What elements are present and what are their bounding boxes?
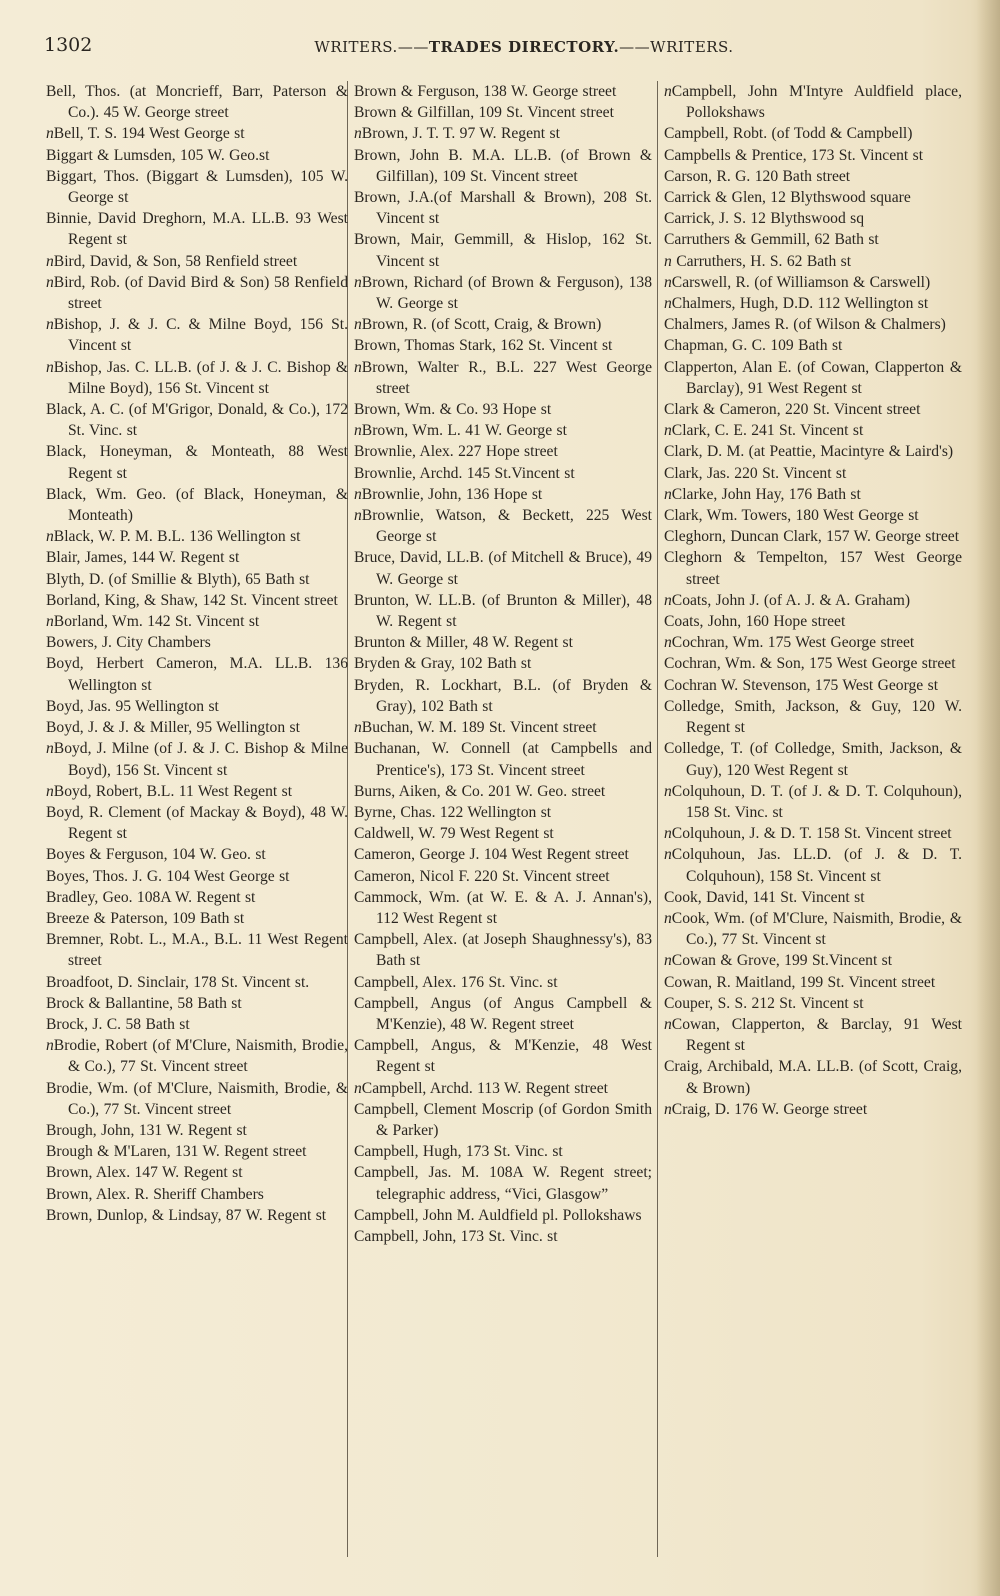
directory-entry: Brock & Ballantine, 58 Bath st: [46, 994, 242, 1012]
directory-entry: nBrownlie, Watson, & Beckett, 225 West George st: [354, 507, 652, 546]
entry-marker: n: [354, 719, 362, 737]
entry-marker: n: [664, 1015, 672, 1033]
directory-entry: Caldwell, W. 79 West Regent st: [354, 825, 554, 843]
entry-marker: n: [664, 782, 672, 800]
directory-entry: nBlack, W. P. M. B.L. 136 Wellington st: [46, 528, 301, 546]
entry-marker: n: [664, 591, 672, 609]
directory-entry: Black, Honeyman, & Monteath, 88 West Regent st: [46, 443, 348, 482]
directory-entry: Campbell, John M. Auldfield pl. Pollokshaws: [354, 1206, 642, 1224]
directory-entry: nBird, Rob. (of David Bird & Son) 58 Renfield street: [46, 273, 348, 313]
directory-entry: nBrown, Walter R., B.L. 227 West George street: [354, 358, 652, 397]
directory-entry: nBrown, Wm. L. 41 W. George st: [354, 422, 567, 440]
directory-entry: nBishop, J. & J. C. & Milne Boyd, 156 St. Vincent st: [46, 316, 348, 355]
column-1: [46, 81, 348, 1226]
directory-entry: Clark, Jas. 220 St. Vincent st: [664, 464, 847, 482]
directory-entry: Campbell, Clement Moscrip (of Gordon Smith & Parker): [354, 1100, 652, 1139]
directory-entry: Carrick, J. S. 12 Blythswood sq: [664, 210, 865, 228]
entry-marker: n: [664, 273, 672, 291]
column-2: [354, 81, 652, 1247]
directory-entry: Cochran, Wm. & Son, 175 West George street: [664, 655, 956, 673]
directory-entry: Campbell, Alex. (at Joseph Shaughnessy's), 83 Bath st: [354, 931, 652, 970]
entry-marker: n: [354, 125, 362, 143]
entry-marker: n: [354, 485, 362, 503]
directory-entry: Colledge, Smith, Jackson, & Guy, 120 W. Regent st: [664, 697, 962, 737]
entry-marker: n: [46, 1037, 54, 1055]
directory-entry: Bell, Thos. (at Moncrieff, Barr, Paterson & Co.). 45 W. George street: [46, 83, 348, 122]
entry-marker: n: [664, 295, 672, 313]
directory-entry: Bowers, J. City Chambers: [46, 634, 211, 652]
entry-marker: n: [354, 422, 362, 440]
entry-marker: n: [46, 316, 54, 334]
directory-entry: nBrownlie, John, 136 Hope st: [354, 485, 543, 503]
directory-entry: Biggart, Thos. (Biggart & Lumsden), 105 W. George st: [46, 167, 348, 207]
entry-marker: n: [46, 613, 54, 631]
directory-entry: Brown, Wm. & Co. 93 Hope st: [354, 401, 552, 419]
heading-dash-left: ——: [397, 38, 429, 56]
entry-marker: n: [354, 358, 362, 376]
entry-marker: n: [46, 782, 54, 800]
directory-entry: Campbell, Jas. M. 108A W. Regent street; telegraphic address, “Vici, Glasgow”: [354, 1164, 652, 1203]
right-heading: WRITERS.: [650, 38, 734, 56]
directory-entry: Campbell, Robt. (of Todd & Campbell): [664, 125, 913, 143]
center-heading: TRADES DIRECTORY.: [428, 38, 620, 56]
directory-entry: nColquhoun, Jas. LL.D. (of J. & D. T. Colquhoun), 158 St. Vincent st: [664, 846, 962, 885]
directory-entry: Brunton & Miller, 48 W. Regent st: [354, 634, 573, 652]
directory-entry: Clark & Cameron, 220 St. Vincent street: [664, 401, 921, 419]
directory-entry: nColquhoun, D. T. (of J. & D. T. Colquhoun), 158 St. Vinc. st: [664, 782, 962, 821]
directory-entry: Cleghorn & Tempelton, 157 West George street: [664, 549, 962, 588]
entry-marker: n: [664, 952, 672, 970]
directory-entry: Clapperton, Alan E. (of Cowan, Clapperton & Barclay), 91 West Regent st: [664, 358, 962, 397]
directory-entry: Cleghorn, Duncan Clark, 157 W. George street: [664, 528, 960, 546]
entry-marker: n: [46, 252, 54, 270]
directory-entry: nBell, T. S. 194 West George st: [46, 125, 245, 143]
heading-dash-right: ——: [619, 38, 651, 56]
directory-entry: nBrown, Richard (of Brown & Ferguson), 138 W. George st: [354, 273, 652, 313]
column-rule-2: [657, 81, 658, 1557]
directory-entry: nClark, C. E. 241 St. Vincent st: [664, 422, 864, 440]
directory-entry: Cameron, Nicol F. 220 St. Vincent street: [354, 867, 610, 885]
directory-entry: Carruthers & Gemmill, 62 Bath st: [664, 231, 879, 249]
directory-entry: Boyes & Ferguson, 104 W. Geo. st: [46, 846, 266, 864]
directory-entry: Brock, J. C. 58 Bath st: [46, 1015, 190, 1033]
directory-entry: Brown & Gilfillan, 109 St. Vincent street: [354, 104, 614, 122]
directory-entry: nCowan & Grove, 199 St.Vincent st: [664, 952, 893, 970]
directory-entry: nBird, David, & Son, 58 Renfield street: [46, 252, 298, 270]
directory-entry: nColquhoun, J. & D. T. 158 St. Vincent street: [664, 825, 952, 843]
directory-entry: nBuchan, W. M. 189 St. Vincent street: [354, 719, 597, 737]
directory-entry: Blair, James, 144 W. Regent st: [46, 549, 240, 567]
directory-entry: Chapman, G. C. 109 Bath st: [664, 337, 843, 355]
directory-entry: nChalmers, Hugh, D.D. 112 Wellington st: [664, 295, 929, 313]
entry-marker: n: [46, 740, 54, 758]
directory-entry: Brown, Dunlop, & Lindsay, 87 W. Regent st: [46, 1206, 327, 1224]
directory-entry: Chalmers, James R. (of Wilson & Chalmers): [664, 316, 946, 334]
directory-entry: Bryden & Gray, 102 Bath st: [354, 655, 532, 673]
entry-marker: n: [354, 507, 362, 525]
directory-entry: Cowan, R. Maitland, 199 St. Vincent street: [664, 973, 936, 991]
directory-entry: Bryden, R. Lockhart, B.L. (of Bryden & Gray), 102 Bath st: [354, 676, 652, 715]
directory-entry: Brough & M'Laren, 131 W. Regent street: [46, 1143, 307, 1161]
page-number: 1302: [44, 34, 93, 56]
directory-entry: Boyd, R. Clement (of Mackay & Boyd), 48 W. Regent st: [46, 803, 348, 843]
directory-entry: Brown, Alex. 147 W. Regent st: [46, 1164, 243, 1182]
directory-entry: Cammock, Wm. (at W. E. & A. J. Annan's), 112 West Regent st: [354, 888, 652, 927]
directory-entry: n Carruthers, H. S. 62 Bath st: [664, 252, 852, 270]
entry-marker: n: [354, 273, 362, 291]
entry-marker: n: [46, 273, 54, 291]
entry-marker: n: [664, 252, 672, 270]
directory-entry: nCoats, John J. (of A. J. & A. Graham): [664, 591, 911, 609]
directory-entry: Brown, Mair, Gemmill, & Hislop, 162 St. Vincent st: [354, 231, 652, 270]
directory-entry: Brough, John, 131 W. Regent st: [46, 1121, 247, 1139]
directory-entry: Colledge, T. (of Colledge, Smith, Jackson, & Guy), 120 West Regent st: [664, 740, 962, 779]
directory-entry: Broadfoot, D. Sinclair, 178 St. Vincent st.: [46, 973, 310, 991]
entry-marker: n: [664, 846, 672, 864]
directory-entry: nClarke, John Hay, 176 Bath st: [664, 485, 861, 503]
directory-entry: nBrodie, Robert (of M'Clure, Naismith, Brodie, & Co.), 77 St. Vincent street: [46, 1037, 348, 1076]
entry-marker: n: [664, 422, 672, 440]
directory-entry: Brown, Alex. R. Sheriff Chambers: [46, 1185, 264, 1203]
directory-entry: Black, A. C. (of M'Grigor, Donald, & Co.), 172 St. Vinc. st: [46, 401, 348, 440]
directory-entry: Boyd, J. & J. & Miller, 95 Wellington st: [46, 719, 300, 737]
entry-marker: n: [664, 634, 672, 652]
entry-marker: n: [46, 528, 54, 546]
directory-entry: nCarswell, R. (of Williamson & Carswell): [664, 273, 931, 291]
directory-entry: Burns, Aiken, & Co. 201 W. Geo. street: [354, 782, 606, 800]
directory-entry: Brown, John B. M.A. LL.B. (of Brown & Gilfillan), 109 St. Vincent street: [354, 146, 652, 185]
directory-entry: Carson, R. G. 120 Bath street: [664, 167, 851, 185]
entry-marker: n: [664, 1100, 672, 1118]
running-title: [234, 38, 814, 56]
directory-entry: Campbell, Angus, & M'Kenzie, 48 West Regent st: [354, 1037, 652, 1076]
directory-entry: Campbells & Prentice, 173 St. Vincent st: [664, 146, 924, 164]
directory-entry: Brodie, Wm. (of M'Clure, Naismith, Brodie, & Co.), 77 St. Vincent street: [46, 1079, 348, 1118]
directory-entry: Campbell, Alex. 176 St. Vinc. st: [354, 973, 558, 991]
directory-entry: Clark, Wm. Towers, 180 West George st: [664, 507, 919, 525]
left-heading: WRITERS.: [314, 38, 398, 56]
directory-entry: nBorland, Wm. 142 St. Vincent st: [46, 613, 260, 631]
directory-entry: Black, Wm. Geo. (of Black, Honeyman, & Monteath): [46, 485, 348, 525]
entry-marker: n: [46, 125, 54, 143]
column-3: [664, 81, 962, 1120]
entry-marker: n: [664, 83, 672, 100]
directory-entry: Brown, J.A.(of Marshall & Brown), 208 St. Vincent st: [354, 189, 652, 228]
directory-entry: Brown, Thomas Stark, 162 St. Vincent st: [354, 337, 613, 355]
entry-marker: n: [664, 485, 672, 503]
directory-entry: nCook, Wm. (of M'Clure, Naismith, Brodie, & Co.), 77 St. Vincent st: [664, 909, 962, 949]
directory-entry: Brunton, W. LL.B. (of Brunton & Miller), 48 W. Regent st: [354, 591, 652, 631]
directory-entry: Biggart & Lumsden, 105 W. Geo.st: [46, 146, 270, 164]
directory-entry: Cameron, George J. 104 West Regent street: [354, 846, 629, 864]
directory-entry: Craig, Archibald, M.A. LL.B. (of Scott, Craig, & Brown): [664, 1058, 962, 1097]
directory-entry: nBrown, R. (of Scott, Craig, & Brown): [354, 316, 602, 334]
directory-entry: Coats, John, 160 Hope street: [664, 613, 846, 631]
entry-marker: n: [354, 316, 362, 334]
directory-entry: Bradley, Geo. 108A W. Regent st: [46, 888, 256, 906]
directory-entry: Byrne, Chas. 122 Wellington st: [354, 803, 552, 821]
directory-entry: Couper, S. S. 212 St. Vincent st: [664, 994, 864, 1012]
directory-entry: Boyd, Herbert Cameron, M.A. LL.B. 136 Wellington st: [46, 655, 348, 694]
directory-entry: Bruce, David, LL.B. (of Mitchell & Bruce), 49 W. George st: [354, 549, 652, 588]
directory-entry: nCampbell, Archd. 113 W. Regent street: [354, 1079, 608, 1097]
directory-entry: Cook, David, 141 St. Vincent st: [664, 888, 865, 906]
directory-entry: Blyth, D. (of Smillie & Blyth), 65 Bath st: [46, 570, 310, 588]
directory-entry: nBishop, Jas. C. LL.B. (of J. & J. C. Bishop & Milne Boyd), 156 St. Vincent st: [46, 358, 348, 397]
directory-entry: Carrick & Glen, 12 Blythswood square: [664, 189, 911, 207]
directory-entry: Boyes, Thos. J. G. 104 West George st: [46, 867, 290, 885]
directory-entry: Borland, King, & Shaw, 142 St. Vincent street: [46, 591, 338, 609]
page-header: [44, 34, 974, 58]
directory-entry: nBrown, J. T. T. 97 W. Regent st: [354, 125, 560, 143]
directory-entry: nCraig, D. 176 W. George street: [664, 1100, 868, 1118]
entry-marker: n: [46, 358, 54, 376]
directory-entry: nBoyd, Robert, B.L. 11 West Regent st: [46, 782, 293, 800]
directory-entry: Buchanan, W. Connell (at Campbells and Prentice's), 173 St. Vincent street: [354, 740, 652, 779]
entry-marker: n: [354, 1079, 362, 1097]
directory-entry: nCowan, Clapperton, & Barclay, 91 West Regent st: [664, 1015, 962, 1055]
directory-entry: nBoyd, J. Milne (of J. & J. C. Bishop & Milne Boyd), 156 St. Vincent st: [46, 740, 348, 779]
entry-marker: n: [664, 909, 672, 927]
directory-entry: Campbell, John, 173 St. Vinc. st: [354, 1227, 558, 1245]
directory-entry: nCampbell, John M'Intyre Auldfield place, Pollokshaws: [664, 83, 962, 122]
directory-entry: Cochran W. Stevenson, 175 West George st: [664, 676, 939, 694]
directory-entry: Breeze & Paterson, 109 Bath st: [46, 909, 245, 927]
directory-entry: nCochran, Wm. 175 West George street: [664, 634, 915, 652]
directory-entry: Boyd, Jas. 95 Wellington st: [46, 697, 219, 715]
directory-entry: Campbell, Angus (of Angus Campbell & M'Kenzie), 48 W. Regent street: [354, 994, 652, 1033]
directory-entry: Brownlie, Alex. 227 Hope street: [354, 443, 558, 461]
directory-entry: Brown & Ferguson, 138 W. George street: [354, 83, 617, 100]
directory-entry: Campbell, Hugh, 173 St. Vinc. st: [354, 1143, 563, 1161]
directory-entry: Brownlie, Archd. 145 St.Vincent st: [354, 464, 575, 482]
page-edge-shadow: [976, 0, 1000, 1596]
directory-entry: Clark, D. M. (at Peattie, Macintyre & Laird's): [664, 443, 954, 461]
directory-entry: Bremner, Robt. L., M.A., B.L. 11 West Regent street: [46, 931, 348, 970]
directory-entry: Binnie, David Dreghorn, M.A. LL.B. 93 West Regent st: [46, 210, 348, 249]
entry-marker: n: [664, 825, 672, 843]
